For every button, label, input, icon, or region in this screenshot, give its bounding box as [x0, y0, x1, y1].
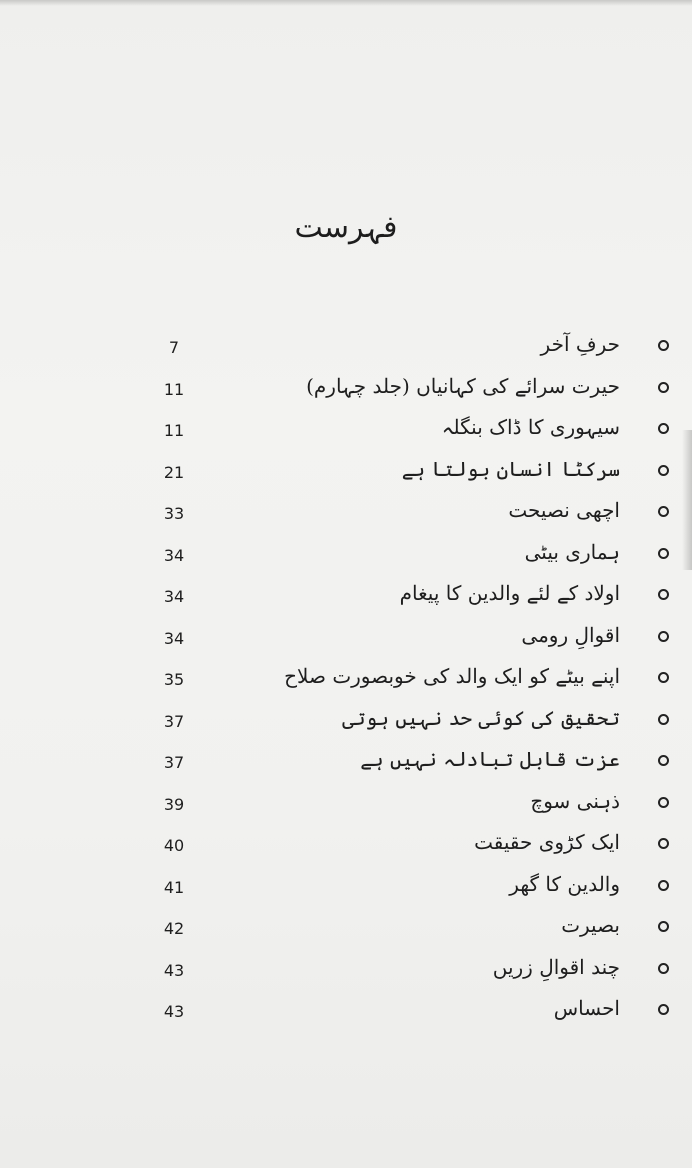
toc-page-number: 7 — [168, 338, 180, 357]
toc-entry-title: ذہنی سوچ — [530, 788, 620, 813]
toc-page-number: 40 — [163, 836, 185, 855]
toc-entry-title: اولاد کے لئے والدین کا پیغام — [399, 581, 620, 605]
toc-entry — [0, 455, 692, 497]
toc-entry — [0, 911, 692, 953]
toc-entry-title: ایک کڑوی حقیقت — [474, 830, 620, 854]
circle-bullet-icon — [658, 1004, 669, 1015]
toc-entry — [0, 870, 692, 912]
toc-entry-title: تحقیق کی کوئی حد نہیں ہوتی — [342, 705, 620, 730]
toc-page-number: 43 — [163, 960, 185, 980]
toc-page-number: 43 — [163, 1002, 185, 1021]
circle-bullet-icon — [658, 797, 669, 808]
page-title: فہرست — [294, 210, 398, 245]
toc-page-number: 34 — [163, 545, 185, 565]
toc-entry-title: سرکٹا انسان بولتا ہے — [401, 456, 620, 481]
circle-bullet-icon — [658, 382, 669, 393]
circle-bullet-icon — [658, 880, 669, 891]
toc-page-number: 41 — [163, 877, 185, 897]
toc-entry — [0, 745, 692, 787]
toc-entry-title: احساس — [553, 996, 620, 1020]
circle-bullet-icon — [658, 921, 669, 932]
circle-bullet-icon — [658, 340, 669, 351]
toc-page-number: 33 — [163, 504, 185, 523]
toc-entry-title: اپنے بیٹے کو ایک والد کی خوبصورت صلاح — [284, 664, 620, 688]
table-of-contents — [0, 330, 692, 1036]
toc-entry-title: عزت قابل تبادلہ نہیں ہے — [360, 747, 620, 771]
toc-entry-title: اچھی نصیحت — [508, 498, 620, 522]
toc-entry — [0, 704, 692, 746]
circle-bullet-icon — [658, 963, 669, 974]
toc-entry-title: حرفِ آخر — [540, 332, 620, 356]
toc-entry-title: والدین کا گھر — [509, 871, 620, 896]
toc-entry — [0, 579, 692, 621]
toc-page-number: 11 — [163, 421, 185, 440]
circle-bullet-icon — [658, 838, 669, 849]
toc-entry-title: اقوالِ رومی — [521, 622, 620, 647]
toc-entry — [0, 662, 692, 704]
toc-entry-title: بصیرت — [561, 913, 620, 937]
page-top-edge — [0, 0, 692, 6]
circle-bullet-icon — [658, 631, 669, 642]
toc-page-number: 37 — [163, 711, 185, 731]
circle-bullet-icon — [658, 589, 669, 600]
toc-page-number: 39 — [163, 794, 185, 814]
circle-bullet-icon — [658, 548, 669, 559]
circle-bullet-icon — [658, 714, 669, 725]
toc-entry-title: حیرت سرائے کی کہانیاں (جلد چہارم) — [306, 373, 620, 398]
toc-entry — [0, 994, 692, 1036]
toc-page-number: 34 — [163, 587, 185, 606]
toc-page-number: 35 — [163, 670, 185, 689]
toc-page-number: 42 — [163, 919, 185, 938]
toc-entry — [0, 538, 692, 580]
circle-bullet-icon — [658, 672, 669, 683]
toc-entry — [0, 621, 692, 663]
toc-page-number: 34 — [163, 628, 185, 648]
toc-entry — [0, 828, 692, 870]
circle-bullet-icon — [658, 465, 669, 476]
circle-bullet-icon — [658, 506, 669, 517]
toc-entry-title: ہماری بیٹی — [524, 539, 620, 564]
toc-entry-title: سیہوری کا ڈاک بنگلہ — [441, 415, 620, 439]
toc-entry — [0, 787, 692, 829]
toc-entry — [0, 953, 692, 995]
toc-entry — [0, 372, 692, 414]
circle-bullet-icon — [658, 423, 669, 434]
circle-bullet-icon — [658, 755, 669, 766]
toc-entry — [0, 330, 692, 372]
toc-page-number: 37 — [163, 753, 185, 772]
toc-entry-title: چند اقوالِ زریں — [492, 954, 620, 979]
toc-entry — [0, 496, 692, 538]
toc-page-number: 11 — [163, 379, 185, 399]
toc-page-number: 21 — [163, 462, 185, 482]
toc-entry — [0, 413, 692, 455]
